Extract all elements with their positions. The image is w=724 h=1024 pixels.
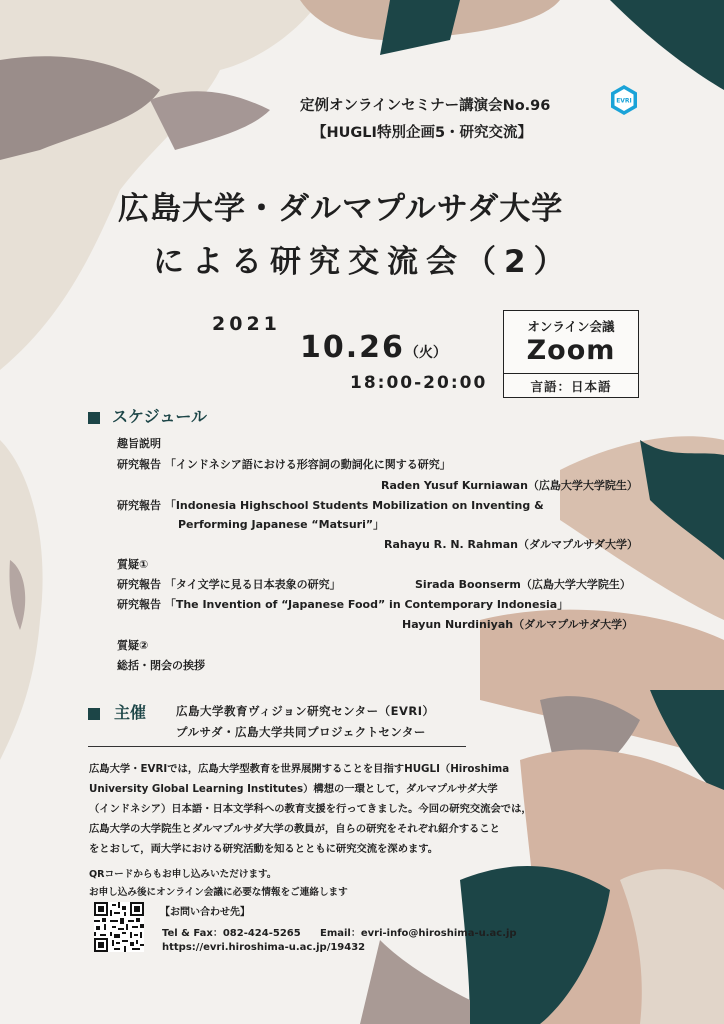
description-line: 広島大学・EVRIでは，広島大学型教育を世界展開することを目指すHUGLI（Hiroshima <box>89 763 510 775</box>
meeting-type-label: オンライン会議 <box>527 319 615 334</box>
special-program-label: 【HUGLI特別企画5・研究交流】 <box>312 125 533 141</box>
contact-url-link[interactable]: https://evri.hiroshima-u.ac.jp/19432 <box>162 942 366 953</box>
schedule-item-continued: Performing Japanese “Matsuri”」 <box>178 518 385 531</box>
schedule-heading-text: スケジュール <box>112 407 208 426</box>
schedule-item: 研究報告 「タイ文学に見る日本表象の研究」 <box>117 578 341 591</box>
contact-email[interactable]: Email：evri-info@hiroshima-u.ac.jp <box>320 928 517 939</box>
main-title-line2: による研究交流会（2） <box>153 244 573 280</box>
event-time: 18:00-20:00 <box>350 373 488 393</box>
schedule-item: 研究報告 「インドネシア語における形容詞の動詞化に関する研究」 <box>117 458 451 471</box>
description-line: をとおして，両大学における研究活動を知るとともに研究交流を深めます。 <box>89 843 439 855</box>
schedule-item: 趣旨説明 <box>117 437 161 450</box>
meeting-box-divider <box>504 373 638 374</box>
schedule-item: 研究報告 「The Invention of “Japanese Food” in Contemporary Indonesia」 <box>117 598 569 611</box>
host-organization-2: プルサダ・広島大学共同プロジェクトセンター <box>176 725 426 739</box>
seminar-series-label: 定例オンラインセミナー講演会No.96 <box>300 98 551 114</box>
contact-heading: 【お問い合わせ先】 <box>160 907 250 918</box>
event-date <box>300 330 447 365</box>
host-organization-1: 広島大学教育ヴィジョン研究センター（EVRI） <box>176 704 435 718</box>
registration-note: QRコードからもお申し込みいただけます。 <box>89 869 277 880</box>
schedule-presenter: Sirada Boonserm（広島大学大学院生） <box>415 578 631 591</box>
schedule-presenter: Hayun Nurdiniyah（ダルマプルサダ大学） <box>402 618 634 631</box>
schedule-item: 総括・閉会の挨拶 <box>117 659 205 672</box>
schedule-heading <box>88 404 207 427</box>
meeting-info-box <box>503 310 639 398</box>
description-line: （インドネシア）日本語・日本文学科への教育支援を行ってきました。今回の研究交流会では， <box>89 803 532 815</box>
schedule-item: 研究報告 「Indonesia Highschool Students Mobilization on Inventing & <box>117 499 544 512</box>
divider <box>88 746 466 747</box>
event-date-value: 10.26 <box>300 330 405 365</box>
schedule-item: 質疑① <box>117 558 149 571</box>
event-year: 2021 <box>212 313 281 335</box>
section-square-icon <box>88 412 100 424</box>
section-square-icon <box>88 708 100 720</box>
evri-logo-icon <box>608 84 640 116</box>
meeting-platform: Zoom <box>526 335 616 366</box>
meeting-language: 言語：日本語 <box>530 379 612 394</box>
host-heading <box>88 700 146 723</box>
registration-note: お申し込み後にオンライン会議に必要な情報をご連絡します <box>89 887 348 898</box>
schedule-presenter: Rahayu R. N. Rahman（ダルマプルサダ大学） <box>384 538 638 551</box>
description-line: University Global Learning Institutes）構想の一環として，ダルマプルサダ大学 <box>89 783 498 795</box>
logo-text: EVRI <box>616 97 632 105</box>
event-weekday: （火） <box>404 345 447 361</box>
main-title-line1: 広島大学・ダルマプルサダ大学 <box>118 191 564 227</box>
description-line: 広島大学の大学院生とダルマプルサダ大学の教員が，自らの研究をそれぞれ紹介すること <box>89 823 500 835</box>
host-heading-text: 主催 <box>114 703 147 722</box>
schedule-presenter: Raden Yusuf Kurniawan（広島大学大学院生） <box>381 479 638 492</box>
qr-code-icon[interactable] <box>94 902 144 952</box>
contact-tel: Tel & Fax：082-424-5265 <box>162 928 301 939</box>
schedule-item: 質疑② <box>117 639 149 652</box>
